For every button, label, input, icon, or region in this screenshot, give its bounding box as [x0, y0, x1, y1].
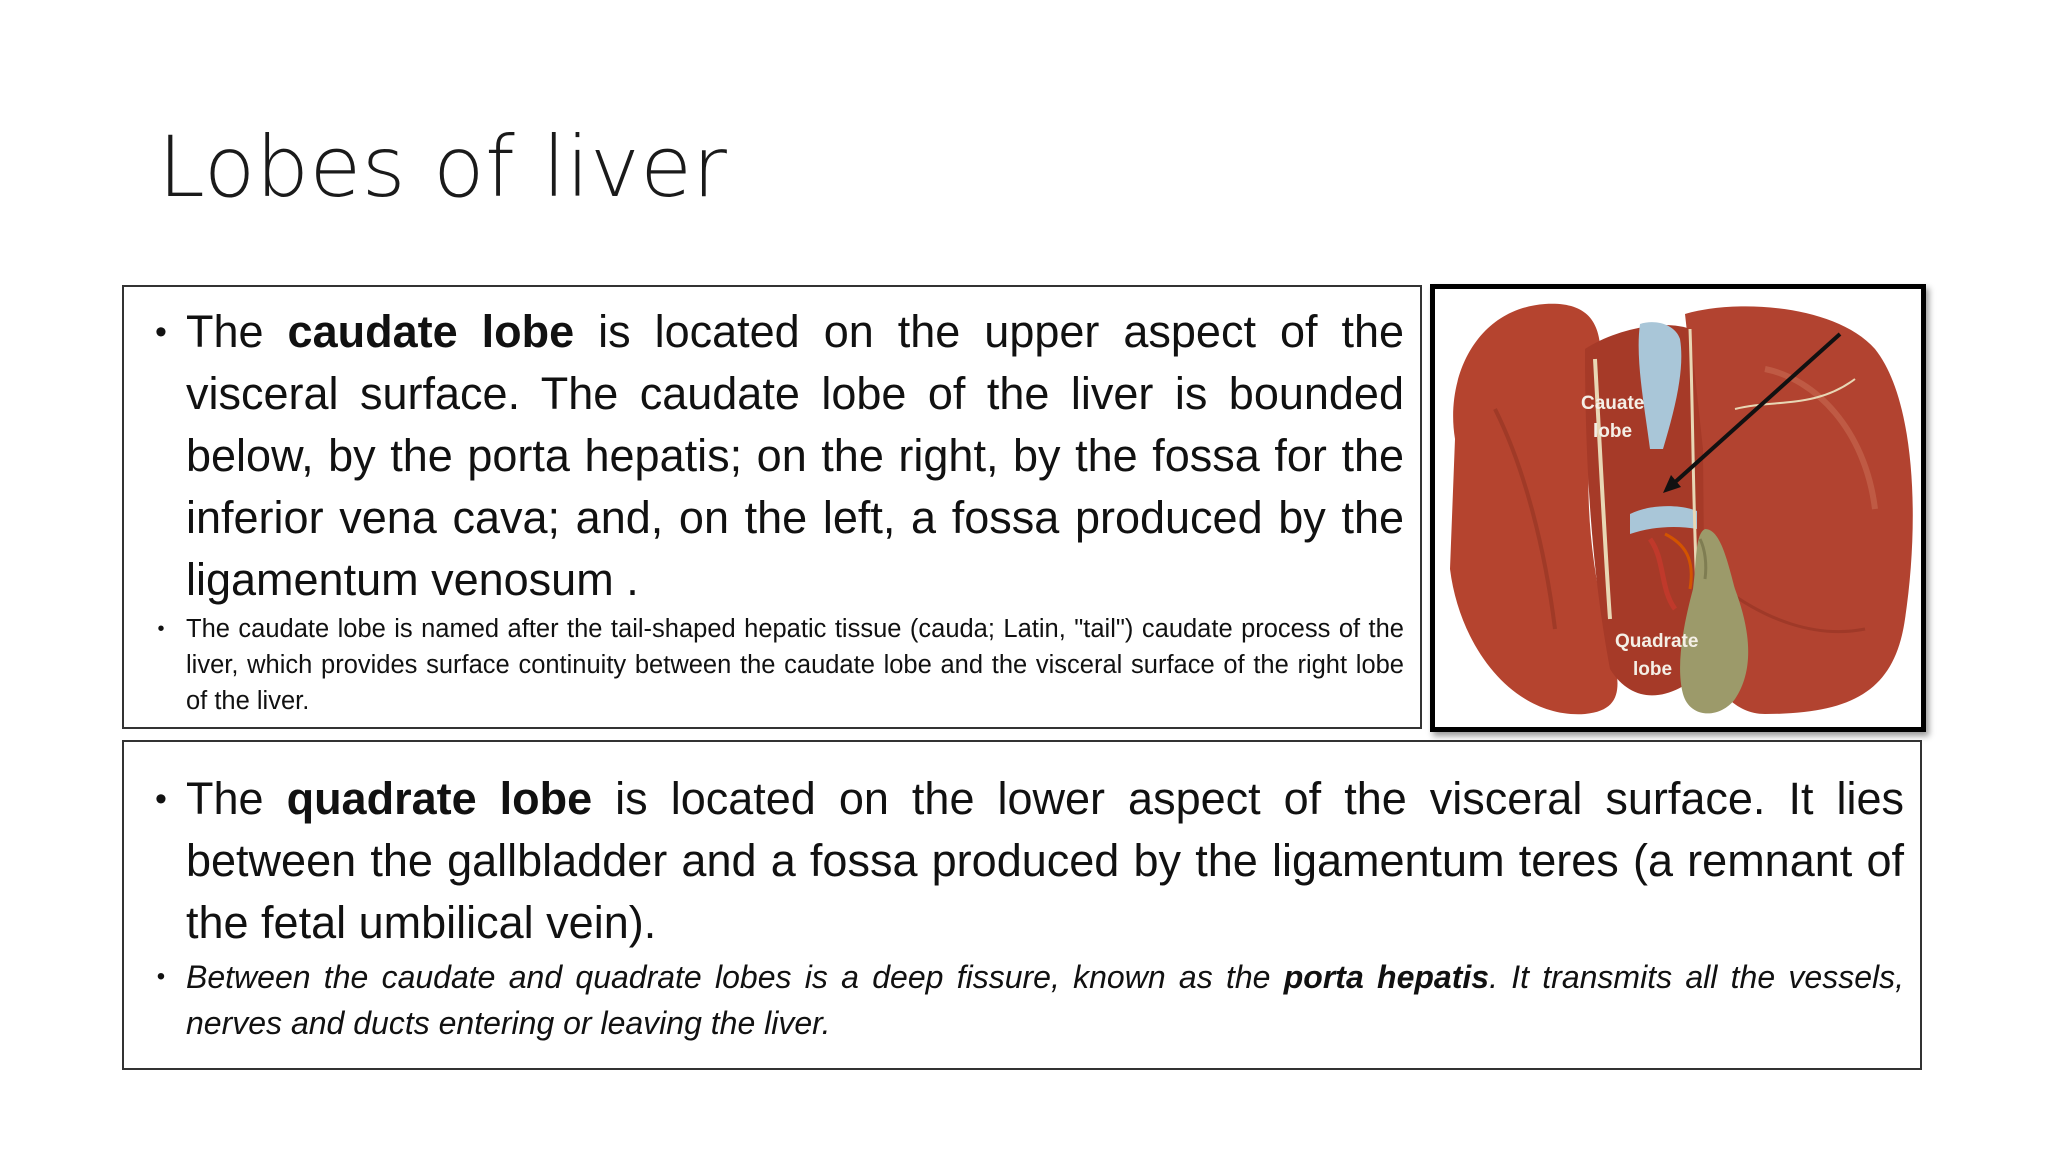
quadrate-note-text	[186, 954, 1904, 1046]
caudate-bullet-note	[136, 611, 1404, 719]
caudate-note-text: The caudate lobe is named after the tail-shaped hepatic tissue (cauda; Latin, "tail") caudate process of the liver, which provides surface continuity between the caudate lobe and the visceral surface of the right lobe of the liver.	[186, 615, 1404, 715]
caudate-label-line2: lobe	[1593, 421, 1633, 442]
text-run: The	[186, 773, 287, 824]
porta-hepatis-term: porta hepatis	[1283, 959, 1490, 995]
liver-illustration	[1435, 289, 1921, 727]
text-run: . It transmits all the vessels, nerves and ducts entering or leaving the liver.	[186, 959, 1905, 1041]
slide-title: Lobes of liver	[158, 118, 728, 216]
caudate-label-line2-wrap	[1593, 421, 1632, 442]
caudate-label-line1: Cauate	[1581, 393, 1645, 414]
caudate-bullet-main	[136, 301, 1404, 611]
quadrate-label-line2: lobe	[1633, 659, 1673, 680]
quadrate-bullet-note	[136, 954, 1904, 1046]
quadrate-bullet-main	[136, 768, 1904, 954]
bullet-dot: •	[156, 963, 166, 990]
bullet-dot: •	[157, 618, 165, 640]
text-run: Between the caudate and quadrate lobes is a deep fissure, known as the	[186, 959, 1284, 995]
quadrate-label-line1: Quadrate	[1615, 631, 1699, 652]
quadrate-label	[1615, 631, 1698, 652]
text-run: is located on the upper aspect of the visceral surface. The caudate lobe of the liver is bounded below, by the porta hepatis; on the right, by the fossa for the inferior vena cava; and, on the left, a fossa produced by the ligamentum venosum .	[186, 306, 1405, 605]
quadrate-label-line2-wrap	[1633, 659, 1672, 680]
quadrate-lobe-textbox	[122, 740, 1922, 1070]
bullet-dot: •	[155, 313, 167, 351]
bullet-dot: •	[155, 780, 167, 818]
text-run: The	[186, 306, 288, 357]
caudate-lobe-textbox	[122, 285, 1422, 729]
quadrate-main-text	[186, 768, 1904, 954]
liver-diagram-image	[1430, 284, 1926, 732]
caudate-lobe-term: caudate lobe	[287, 306, 575, 357]
caudate-main-text	[186, 301, 1404, 611]
caudate-label	[1581, 393, 1644, 414]
quadrate-lobe-term: quadrate lobe	[286, 773, 593, 824]
text-run: is located on the lower aspect of the visceral surface. It lies between the gallbladder and a fossa produced by the ligamentum teres (a remnant of the fetal umbilical vein).	[186, 773, 1904, 948]
